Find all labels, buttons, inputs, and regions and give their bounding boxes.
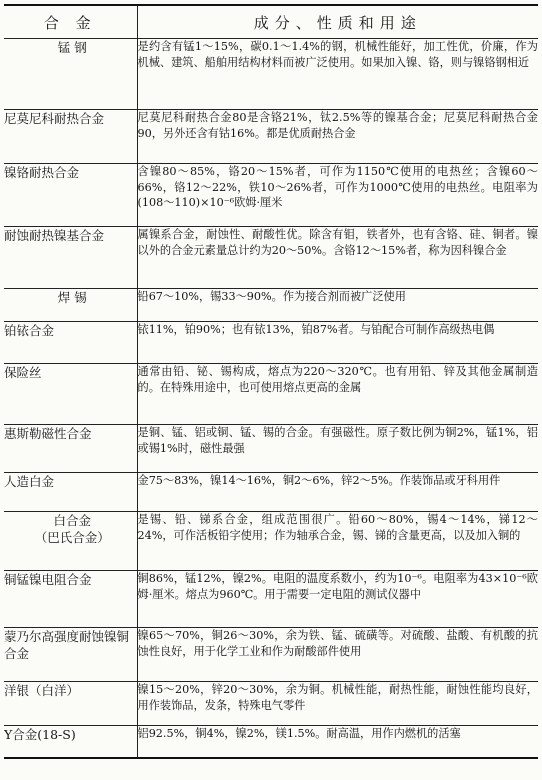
alloy-description: 铝92.5%，铜4%，镍2%，镁1.5%。耐高温，用作内燃机的活塞 <box>137 726 538 758</box>
table-row <box>4 628 538 682</box>
table-row <box>4 473 538 512</box>
alloy-name: 镍铬耐热合金 <box>4 164 137 227</box>
header-alloy: 合 金 <box>4 5 137 39</box>
alloy-description: 铅67～10%，锡33～90%。作为接合剂而被广泛使用 <box>137 289 538 322</box>
alloy-name: 人造白金 <box>4 473 137 512</box>
table-row <box>4 227 538 289</box>
alloy-name: 白合金 （巴氏合金） <box>4 512 137 571</box>
alloy-description: 金75～83%，镍14～16%，铜2～6%，锌2～5%。作装饰品或牙科用件 <box>137 473 538 512</box>
alloy-name: 惠斯勒磁性合金 <box>4 425 137 473</box>
alloy-description: 通常由铅、铋、锡构成，熔点为220～320℃。也有用铅、锌及其他金属制造的。在特殊用途中，也可使用熔点更高的金属 <box>137 364 538 425</box>
alloy-name: 耐蚀耐热镍基合金 <box>4 227 137 289</box>
header-row <box>4 5 538 39</box>
alloy-name: 尼莫尼科耐热合金 <box>4 110 137 164</box>
alloy-description: 铱11%，铂90%；也有铱13%，铂87%者。与铂配合可制作高级热电偶 <box>137 322 538 364</box>
alloy-table <box>4 4 538 759</box>
alloy-description: 属镍系合金，耐蚀性、耐酸性优。除含有钼，铁者外，也有含铬、硅、铜者。镍以外的合金元素量总计约为20～50%。含铬12～15%者，称为因科镍合金 <box>137 227 538 289</box>
table-row <box>4 39 538 110</box>
table-row <box>4 682 538 726</box>
header-description: 成分、性质和用途 <box>137 5 538 39</box>
alloy-description: 尼莫尼科耐热合金80是含铬21%，钛2.5%等的镍基合金；尼莫尼科耐热合金90，另外还含有钴16%。都是优质耐热合金 <box>137 110 538 164</box>
alloy-name: 锰 钢 <box>4 39 137 110</box>
alloy-description: 是约含有锰1～15%，碳0.1～1.4%的钢，机械性能好，加工性优，价廉，作为机械、建筑、船舶用结构材料而被广泛使用。如果加入镍、铬，则与镍铬钢相近 <box>137 39 538 110</box>
alloy-description: 铜86%，锰12%，镍2%。电阻的温度系数小，约为10⁻⁶。电阻率为43×10⁻⁶欧姆·厘米。熔点为960℃。用于需要一定电阻的测试仪器中 <box>137 571 538 628</box>
table-row <box>4 571 538 628</box>
alloy-name: Y合金(18-S) <box>4 726 137 758</box>
alloy-description: 是铜、锰、铝或铜、锰、锡的合金。有强磁性。原子数比例为铜2%，锰1%，铝或锡1%时，磁性最强 <box>137 425 538 473</box>
table-body <box>4 39 538 758</box>
alloy-name: 蒙乃尔高强度耐蚀镍铜合金 <box>4 628 137 682</box>
table-row <box>4 289 538 322</box>
alloy-name: 铂铱合金 <box>4 322 137 364</box>
alloy-name: 洋银（白洋） <box>4 682 137 726</box>
table-row <box>4 322 538 364</box>
alloy-description: 是锡、铅、锑系合金，组成范围很广。铅60～80%，锡4～14%，锑12～24%，可作活板铅字使用；作为轴承合金，锡、锑的含量更高，以及加入铜的 <box>137 512 538 571</box>
alloy-name: 铜锰镍电阻合金 <box>4 571 137 628</box>
table-row <box>4 512 538 571</box>
table-row <box>4 425 538 473</box>
alloy-description: 含镍80～85%，铬20～15%者，可作为1150℃使用的电热丝；含镍60～66%，铬12～22%，铁10～26%者，可作为1000℃使用的电热丝。电阻率为(108～110)×10⁻⁶欧姆·厘米 <box>137 164 538 227</box>
table-row <box>4 726 538 758</box>
alloy-name: 保险丝 <box>4 364 137 425</box>
table-row <box>4 110 538 164</box>
alloy-description: 镍15～20%，锌20～30%，余为铜。机械性能，耐热性能，耐蚀性能均良好，用作装饰品，发条，特殊电气零件 <box>137 682 538 726</box>
table-row <box>4 164 538 227</box>
alloy-description: 镍65～70%，铜26～30%，余为铁、锰、硫磺等。对硫酸、盐酸、有机酸的抗蚀性良好，用于化学工业和作为耐酸部件使用 <box>137 628 538 682</box>
table-row <box>4 364 538 425</box>
alloy-name: 焊 锡 <box>4 289 137 322</box>
